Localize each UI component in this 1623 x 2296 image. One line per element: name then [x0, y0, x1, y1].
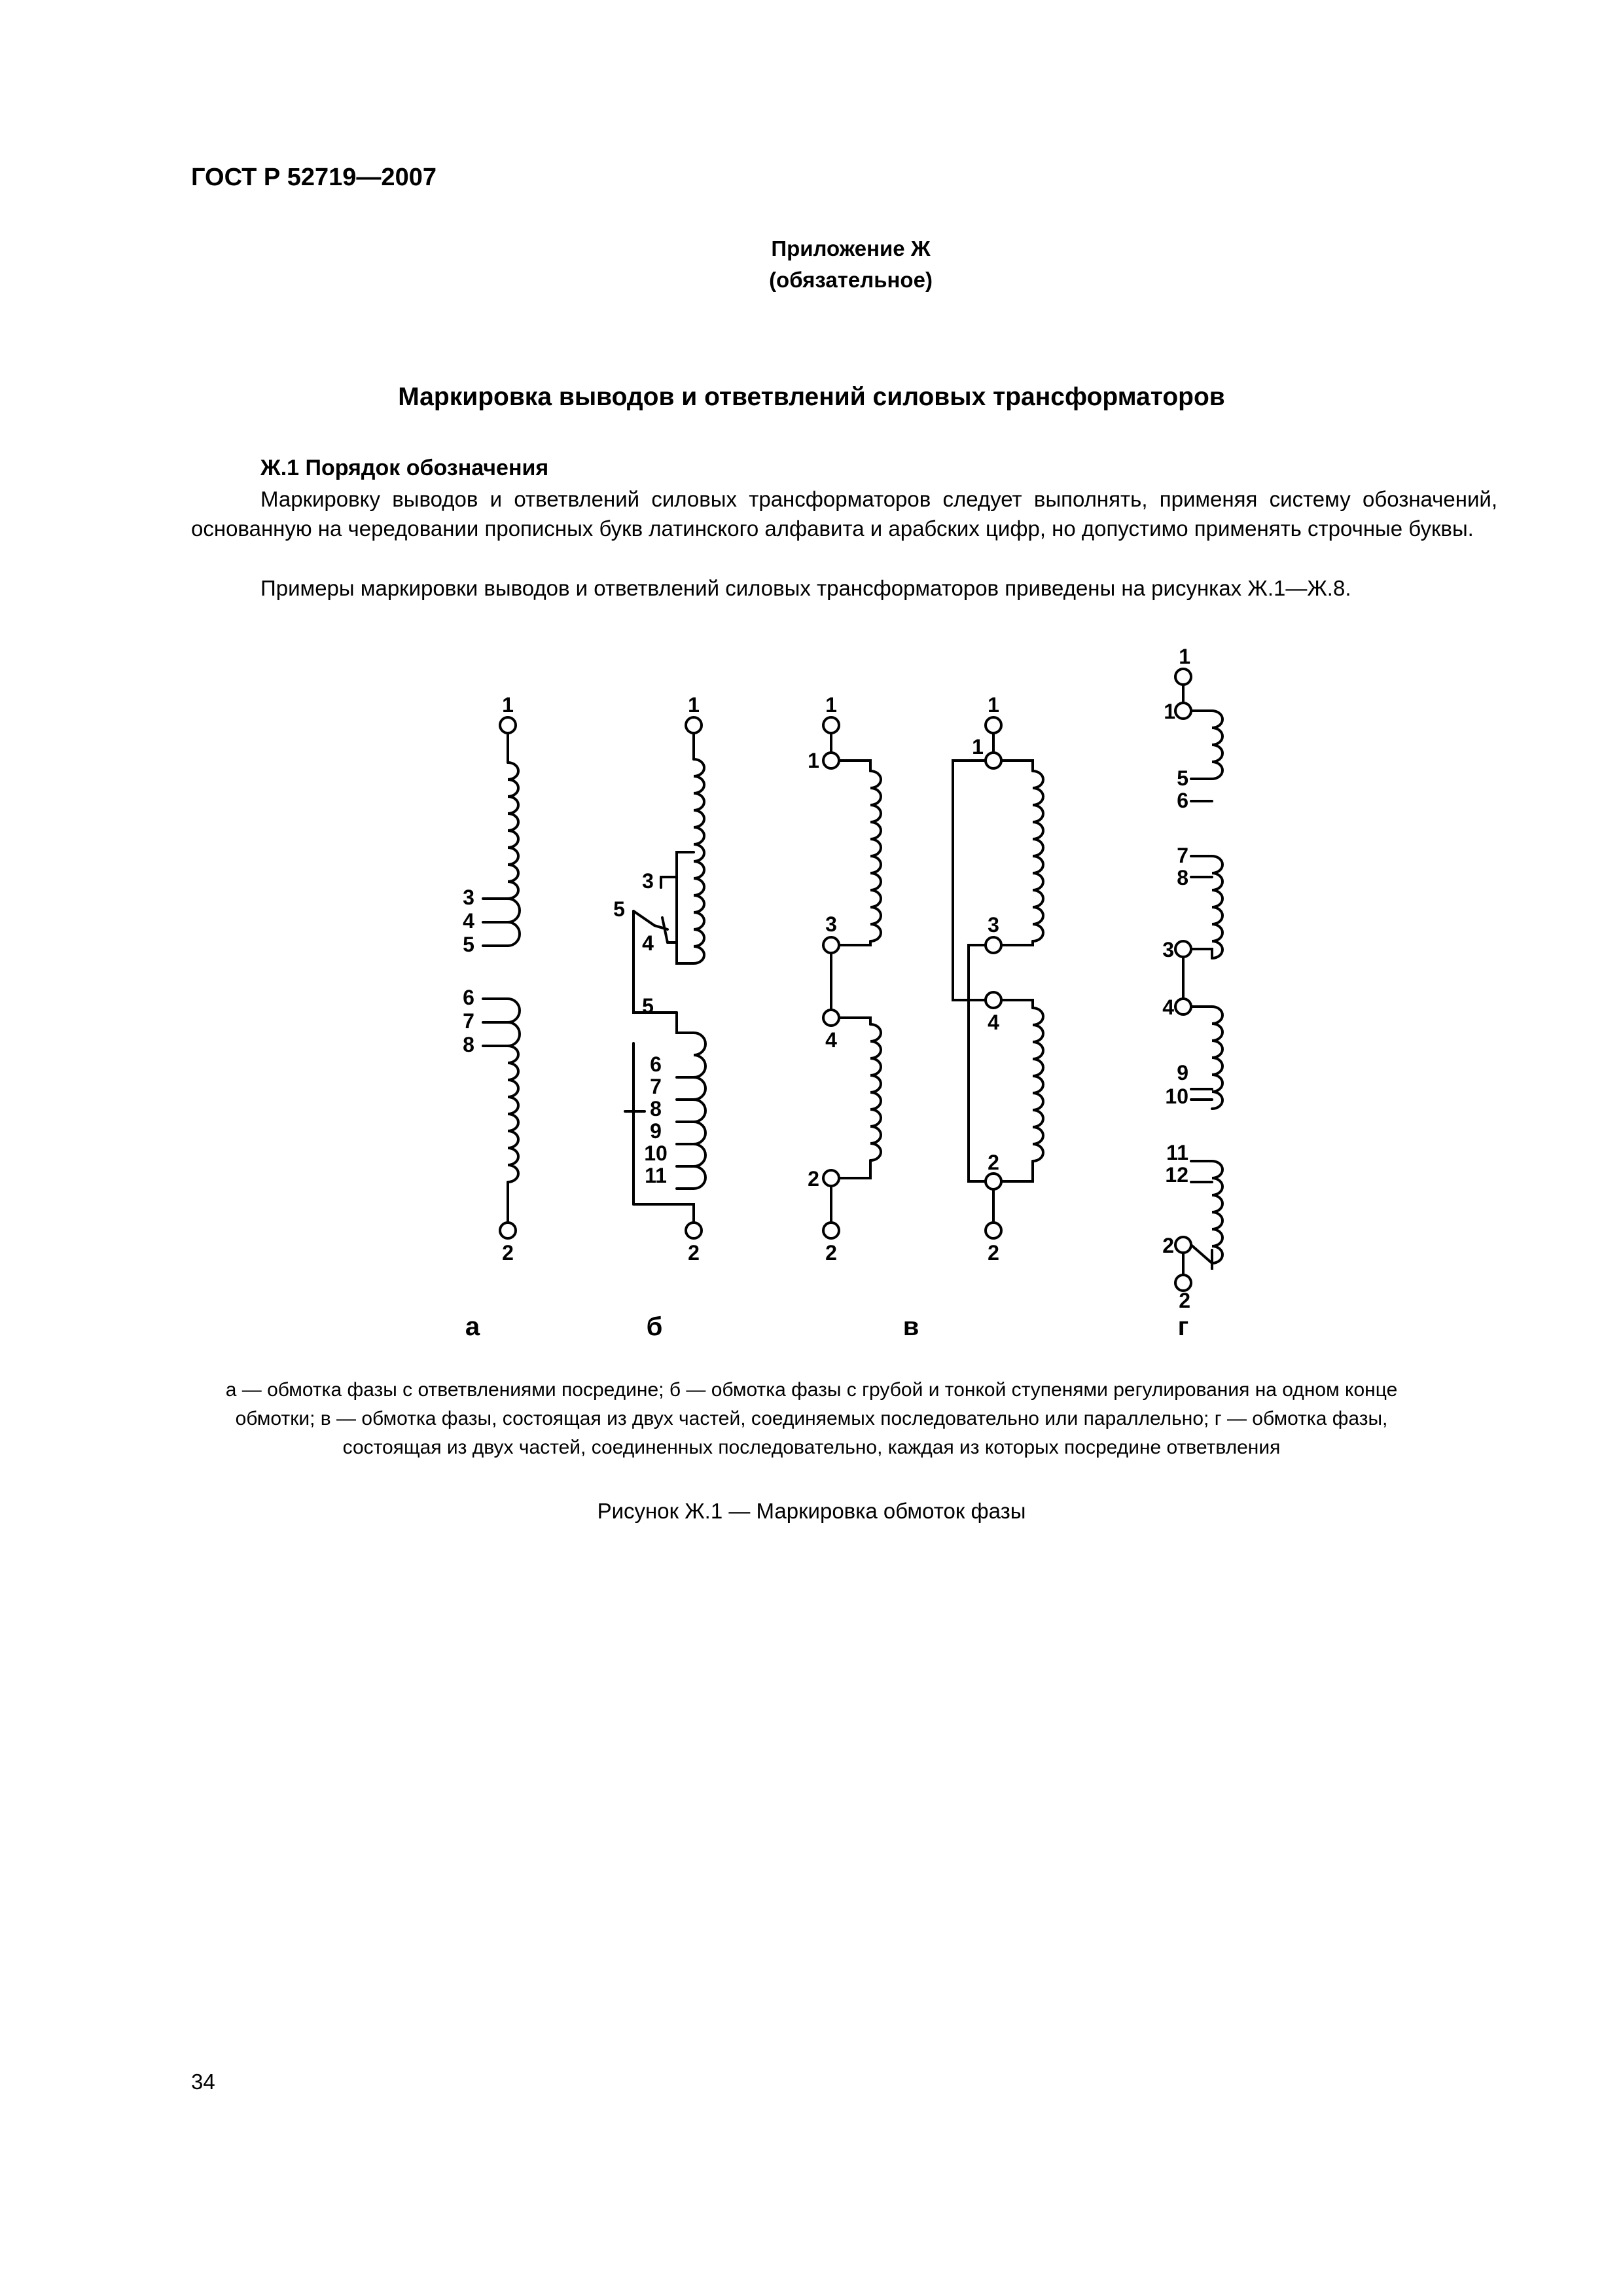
page-number: 34	[191, 2070, 215, 2094]
diagram-a-tap: 7	[463, 1009, 474, 1033]
diagram-g-point: 2	[1162, 1234, 1174, 1257]
document-header: ГОСТ Р 52719—2007	[191, 164, 437, 191]
diagram-b-tap: 10	[644, 1141, 668, 1165]
diagram-a-tap: 6	[463, 986, 474, 1009]
diagram-v-series	[823, 717, 881, 1238]
diagram-v2-point: 4	[988, 1011, 999, 1034]
diagram-b-tap: 4	[642, 931, 654, 955]
diagram-g-terminal-top: 1	[1179, 645, 1190, 668]
diagram-a-terminal-top: 1	[502, 693, 514, 717]
diagram-b-terminal-bottom: 2	[688, 1241, 700, 1265]
diagram-g-labels	[1162, 645, 1190, 1312]
diagram-b-terminal-top: 1	[688, 693, 700, 717]
diagram-a-tap: 4	[463, 909, 474, 933]
sublabel-b: б	[646, 1312, 663, 1341]
diagram-g-point: 8	[1177, 866, 1188, 889]
diagram-b-tap: 9	[650, 1119, 662, 1143]
page-title: Маркировка выводов и ответвлений силовых трансформаторов	[398, 383, 1225, 411]
diagram-v2-point: 3	[988, 913, 999, 937]
sublabel-g: г	[1177, 1312, 1189, 1341]
diagram-g-point: 10	[1165, 1085, 1188, 1108]
diagram-b-tap: 7	[650, 1075, 662, 1098]
appendix-status: (обязательное)	[769, 268, 933, 292]
diagram-sublabels	[465, 1312, 1188, 1341]
diagram-a-tap: 8	[463, 1033, 474, 1056]
diagram-v-point: 2	[808, 1167, 819, 1191]
diagram-a-tap: 5	[463, 933, 474, 956]
diagram-b-tap: 6	[650, 1052, 662, 1076]
diagram-g-point: 7	[1177, 844, 1188, 867]
diagram-a-labels	[463, 693, 514, 1265]
diagram-v2-terminal-bottom: 2	[988, 1241, 999, 1265]
sublabel-a: а	[465, 1312, 480, 1341]
diagram-a	[483, 717, 520, 1238]
diagram-g-point: 12	[1165, 1163, 1188, 1187]
diagram-b-tap: 5	[613, 897, 625, 921]
diagram-g-point: 9	[1177, 1061, 1188, 1085]
diagram-v2-point: 1	[972, 735, 984, 759]
figure-title: Рисунок Ж.1 — Маркировка обмоток фазы	[597, 1499, 1026, 1523]
paragraph-2-text: Примеры маркировки выводов и ответвлений силовых трансформаторов приведены на рисунках Ж.1—Ж.8.	[260, 576, 1351, 600]
diagram-v-terminal-top: 1	[825, 693, 837, 717]
diagram-g-point: 5	[1177, 766, 1188, 790]
diagram-b-tap: 5	[642, 994, 654, 1018]
sublabel-v: в	[902, 1312, 919, 1341]
diagram-b-tap: 11	[645, 1164, 667, 1187]
diagram-b-tap: 8	[650, 1097, 662, 1121]
diagram-v2-terminal-top: 1	[988, 693, 999, 717]
figure-caption: а — обмотка фазы с ответвлениями посредине; б — обмотка фазы с грубой и тонкой ступенями регулирования на одном конце обмотки; в — обмотка фазы, состоящая из двух частей, соединяемых последовательно или параллельно; г — обмотка фазы, состоящая из двух частей, соединенных последовательно, каждая из которых посредине ответвления	[225, 1379, 1398, 1458]
diagram-g-point: 3	[1162, 938, 1174, 961]
diagram-g-terminal-bottom: 2	[1179, 1289, 1190, 1312]
diagram-b-labels	[613, 693, 700, 1265]
diagram-a-tap: 3	[463, 886, 474, 909]
diagram-a-terminal-bottom: 2	[502, 1241, 514, 1265]
section-heading: Ж.1 Порядок обозначения	[260, 456, 549, 480]
diagram-v-point: 4	[825, 1028, 837, 1052]
diagram-g-point: 6	[1177, 789, 1188, 812]
diagram-v2-point: 2	[988, 1151, 999, 1174]
appendix-name: Приложение Ж	[771, 236, 931, 260]
paragraph-1-text: Маркировку выводов и ответвлений силовых трансформаторов следует выполнять, применяя систему обозначений, основанную на чередовании прописных букв латинского алфавита и арабских цифр, но допустимо применять строчные буквы.	[191, 487, 1497, 541]
diagram-g-point: 4	[1162, 996, 1174, 1019]
diagram-b-tap: 3	[642, 869, 654, 893]
diagram-g-point: 11	[1166, 1141, 1188, 1164]
diagram-v-point: 1	[808, 749, 819, 772]
diagram-g-point: 1	[1164, 700, 1175, 723]
diagram-v-point: 3	[825, 912, 837, 936]
diagram-v-terminal-bottom: 2	[825, 1241, 837, 1265]
diagram-g	[1175, 669, 1222, 1291]
